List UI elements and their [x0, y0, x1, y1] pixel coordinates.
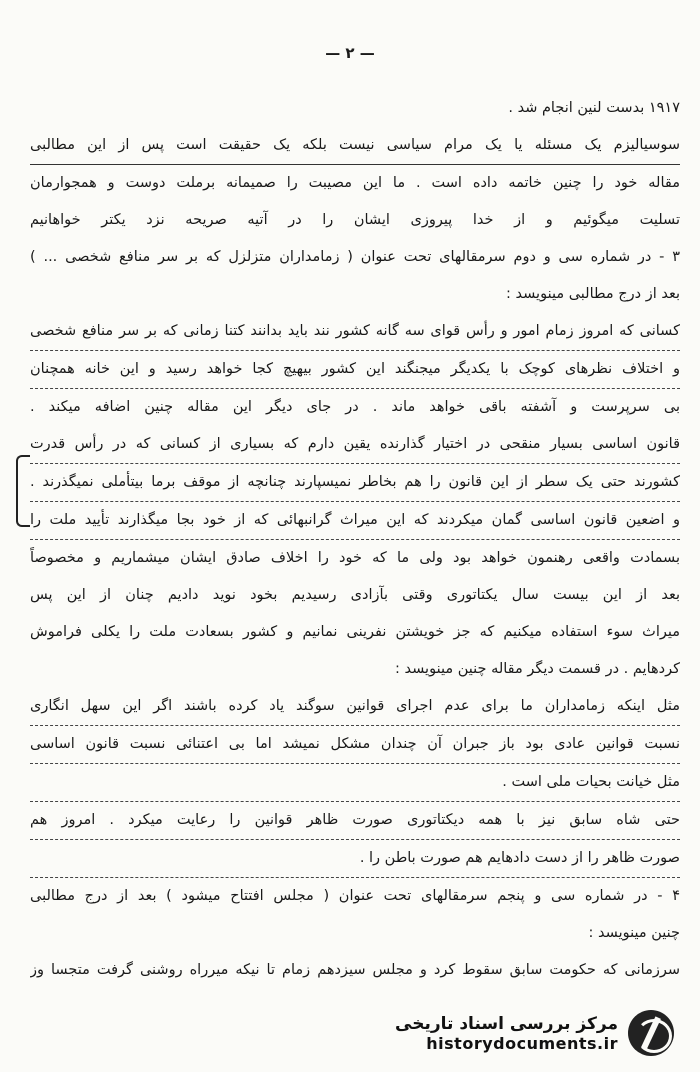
text-line: و اختلاف نظرهای کوچک با یکدیگر میجنگند این کشور بیهیچ کجا خواهد رسید و این خانه همچنان: [30, 351, 680, 389]
text-line: سوسیالیزم یک مسئله یا یک مرام سیاسی نیست بلکه یک حقیقت است پس از این مطالبی: [30, 127, 680, 165]
text-line: نسبت قوانین عادی بود باز جبران آن چندان مشکل نمیشد اما بی اعتنائی نسبت قانون اساسی: [30, 726, 680, 764]
text-line: بسمادت واقعی رهنمون خواهد بود ولی ما که خود را اخلاف صادق ایشان میشماریم و مخصوصاً: [30, 550, 680, 566]
watermark-title: مرکز بررسی اسناد تاریخی: [395, 1013, 618, 1034]
text-line: مثل اینکه زمامداران ما برای عدم اجرای قوانین سوگند یاد کرده باشند اگر این سهل انگاری: [30, 688, 680, 726]
margin-bracket: [16, 455, 30, 527]
text-line: صورت ظاهر را از دست دادهایم هم صورت باطن را .: [30, 840, 680, 878]
text-line: ۴ - در شماره سی و پنجم سرمقالهای تحت عنوان ( مجلس افتتاح میشود ) بعد از درج مطالبی: [30, 888, 680, 904]
text-line: مقاله خود را چنین خاتمه داده است . ما این مصیبت را صمیمانه برملت دوست و همجوارمان: [30, 175, 680, 191]
watermark-text: [395, 1014, 618, 1053]
text-line: کشورند حتی یک سطر از این قانون را هم بخاطر نمیسپارند چنانچه از موقف برما بیتأملی نمیگذرند .: [30, 464, 680, 502]
watermark: [395, 1010, 674, 1056]
page-number: — ۲ —: [325, 44, 375, 62]
text-line: ۳ - در شماره سی و دوم سرمقالهای تحت عنوان ( زمامداران متزلزل که بر سر منافع شخصی ... ): [30, 249, 680, 265]
text-line: کردهایم . در قسمت دیگر مقاله چنین مینویسد :: [395, 661, 680, 677]
text-line: مثل خیانت بحیات ملی است .: [30, 764, 680, 802]
text-line: تسلیت میگوئیم و از خدا پیروزی ایشان را در آتیه صریحه نزد یکتر خواهانیم: [30, 212, 680, 228]
text-line: چنین مینویسد :: [588, 925, 680, 941]
text-line: سرزمانی که حکومت سابق سقوط کرد و مجلس سیزدهم زمام تا نیکه میرراه روشنی گرفت متجسا وز: [30, 962, 680, 978]
text-line: میراث سوء استفاده میکنیم که جز خویشتن نفرینی نمانیم و کشور بسعادت ملت را یکلی فراموش: [30, 624, 680, 640]
text-line: حتی شاه سابق نیز با همه دیکتاتوری صورت ظاهر قوانین را رعایت میکرد . امروز هم: [30, 802, 680, 840]
text-line: بی سرپرست و آشفته باقی خواهد ماند . در جای دیگر این مقاله چنین اضافه میکند .: [30, 399, 680, 415]
text-line: ۱۹۱۷ بدست لنین انجام شد .: [508, 100, 680, 116]
text-line: قانون اساسی بسیار منقحی در اختیار گذارنده یقین دارم که بسیاری از کسانی که در رأس قدرت: [30, 426, 680, 464]
document-body: [30, 90, 680, 989]
text-line: بعد از درج مطالبی مینویسد :: [506, 286, 680, 302]
archive-logo-icon: [628, 1010, 674, 1056]
text-line: و اضعین قانون اساسی گمان میکردند که این میراث گرانبهائی که از خود بجا میگذارند تأیید ملت را: [30, 502, 680, 540]
text-line: کسانی که امروز زمام امور و رأس قوای سه گانه کشور نند باید بدانند کتنا زمانی که بر سر منافع شخصی: [30, 313, 680, 351]
text-line: بعد از این بیست سال یکتاتوری وقتی بآزادی رسیدیم بخود نوید دادیم چنان از این پس: [30, 587, 680, 603]
watermark-url: historydocuments.ir: [426, 1033, 618, 1053]
